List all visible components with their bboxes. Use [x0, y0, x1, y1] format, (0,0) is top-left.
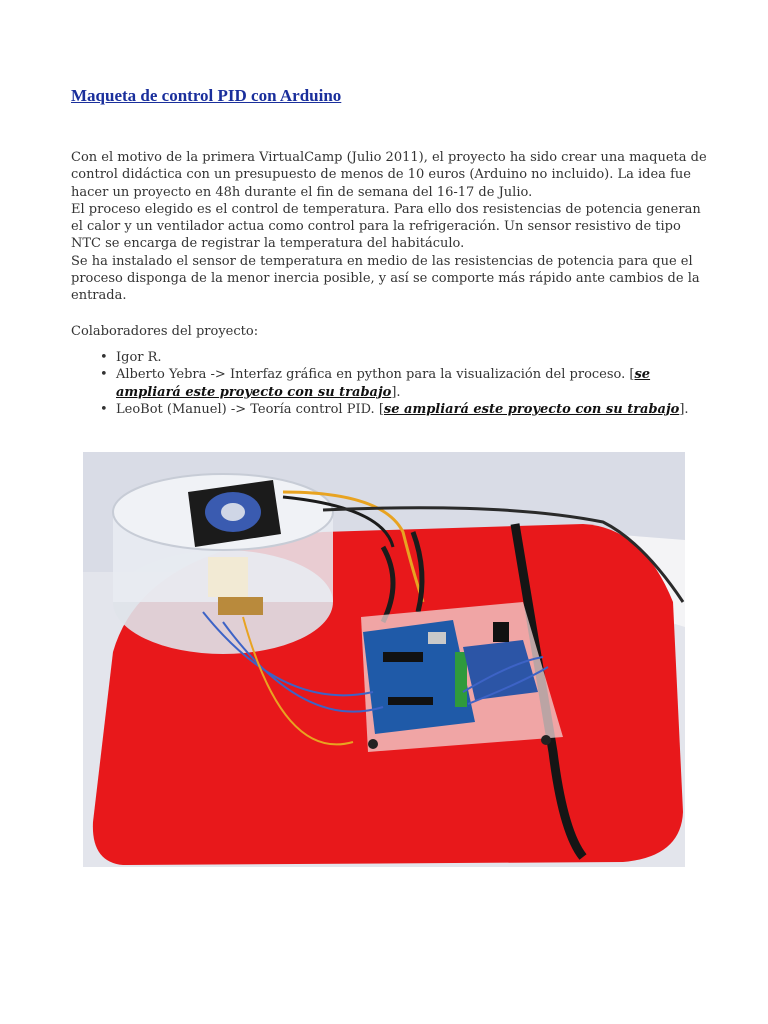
contributor-text: Alberto Yebra -> Interfaz gráfica en python para la visualización del proceso. [116, 367, 630, 383]
bracket-close: ]. [391, 384, 401, 400]
contributor-text: Igor R. [116, 349, 162, 365]
paragraph-sensor: Se ha instalado el sensor de temperatura en medio de las resistencias de potencia para que el proceso disponga de la menor inercia posible, y así se comporte más rápido ante cambios de la entrada. [71, 253, 700, 304]
list-item [71, 349, 711, 366]
reference-link[interactable]: se ampliará este proyecto con su trabajo [383, 401, 680, 417]
bracket-open: [ [629, 367, 635, 383]
contributors-heading: Colaboradores del proyecto: [71, 323, 259, 339]
paragraph-process: El proceso elegido es el control de temperatura. Para ello dos resistencias de potencia generan el calor y un ventilador actua como control para la refrigeración. Un sensor resistivo de tipo NTC se encarga de registrar la temperatura del habitáculo. [71, 201, 701, 252]
list-item [71, 366, 711, 401]
arduino-setup-illustration [83, 452, 685, 867]
page-title[interactable]: Maqueta de control PID con Arduino [71, 86, 342, 105]
project-photo [83, 452, 685, 867]
power-resistors [208, 557, 248, 597]
article-body [71, 149, 711, 418]
bracket-open: [ [378, 401, 384, 417]
reference-link[interactable]: se ampliará este proyecto con su trabajo [116, 367, 651, 400]
bracket-close: ]. [679, 401, 689, 417]
contributors-list [71, 349, 711, 418]
contributor-text: LeoBot (Manuel) -> Teoría control PID. [116, 401, 379, 417]
list-item [71, 401, 711, 418]
paragraph-intro: Con el motivo de la primera VirtualCamp (Julio 2011), el proyecto ha sido crear una maqueta de control didáctica con un presupuesto de menos de 10 euros (Arduino no incluido). La idea fue hacer un proyecto en 48h durante el fin de semana del 16-17 de Julio. [71, 150, 707, 200]
